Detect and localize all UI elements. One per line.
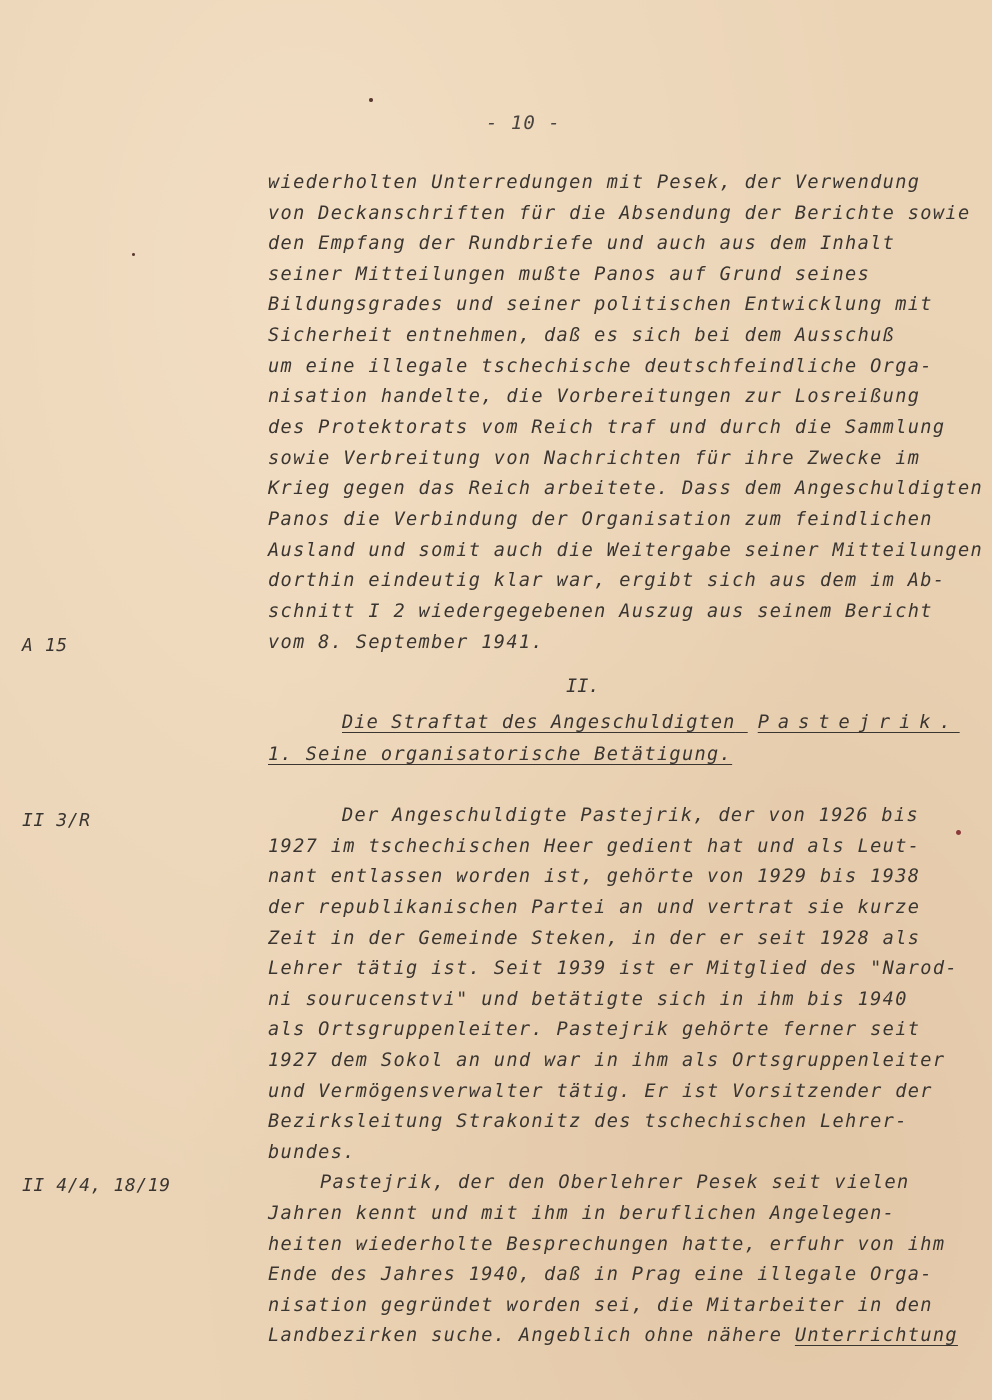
text-line: und Vermögensverwalter tätig. Er ist Vorsitzender der (268, 1081, 933, 1102)
text-line: Lehrer tätig ist. Seit 1939 ist er Mitglied des "Narod- (268, 958, 958, 979)
text-line: vom 8. September 1941. (268, 632, 544, 653)
underlined-word: Unterrichtung (794, 1325, 958, 1346)
subsection-heading: 1. Seine organisatorische Betätigung. (268, 744, 733, 765)
text-line: Bezirksleitung Strakonitz des tschechischen Lehrer- (268, 1111, 908, 1132)
text-line (268, 1325, 958, 1346)
text-line: der republikanischen Partei an und vertrat sie kurze (268, 897, 921, 918)
text-line: Pastejrik, der den Oberlehrer Pesek seit vielen (320, 1172, 910, 1193)
text-line: 1927 dem Sokol an und war in ihm als Ortsgruppenleiter (268, 1050, 946, 1071)
margin-note: II 3/R (22, 810, 91, 831)
text-line: Ausland und somit auch die Weitergabe seiner Mitteilungen (268, 540, 984, 561)
text-line: seiner Mitteilungen mußte Panos auf Grund seines (268, 264, 871, 285)
text-line: 1927 im tschechischen Heer gedient hat und als Leut- (268, 836, 921, 857)
text-line: wiederholten Unterredungen mit Pesek, der Verwendung (268, 172, 921, 193)
text-line: den Empfang der Rundbriefe und auch aus dem Inhalt (268, 233, 896, 254)
page-number: - 10 - (486, 112, 561, 134)
text-line: bundes. (268, 1142, 356, 1163)
text-line: sowie Verbreitung von Nachrichten für ihre Zwecke im (268, 448, 921, 469)
ink-spot (132, 253, 135, 256)
text-fragment: Landbezirken suche. Angeblich ohne nähere (268, 1325, 783, 1346)
text-line: Ende des Jahres 1940, daß in Prag eine illegale Orga- (268, 1264, 933, 1285)
ink-spot (369, 98, 373, 102)
ink-spot (956, 830, 961, 835)
text-line: Krieg gegen das Reich arbeitete. Dass dem Angeschuldigten (268, 478, 984, 499)
text-line: schnitt I 2 wiedergegebenen Auszug aus seinem Bericht (268, 601, 933, 622)
text-line: Panos die Verbindung der Organisation zum feindlichen (268, 509, 933, 530)
text-line: Zeit in der Gemeinde Steken, in der er seit 1928 als (268, 928, 921, 949)
margin-note: II 4/4, 18/19 (22, 1175, 171, 1196)
section-title (342, 712, 960, 733)
text-line: Sicherheit entnehmen, daß es sich bei dem Ausschuß (268, 325, 896, 346)
text-line: Der Angeschuldigte Pastejrik, der von 1926 bis (342, 805, 920, 826)
text-line: Bildungsgrades und seiner politischen Entwicklung mit (268, 294, 933, 315)
section-numeral: II. (566, 676, 600, 697)
text-line: von Deckanschriften für die Absendung der Berichte sowie (268, 203, 971, 224)
section-title-prefix: Die Straftat des Angeschuldigten (342, 712, 736, 733)
text-line: um eine illegale tschechische deutschfeindliche Orga- (268, 356, 933, 377)
margin-note: A 15 (22, 635, 68, 656)
text-line: nisation handelte, die Vorbereitungen zur Losreißung (268, 386, 921, 407)
text-line: des Protektorats vom Reich traf und durch die Sammlung (268, 417, 946, 438)
text-line: dorthin eindeutig klar war, ergibt sich aus dem im Ab- (268, 570, 946, 591)
text-line: nant entlassen worden ist, gehörte von 1929 bis 1938 (268, 866, 921, 887)
text-line: ni sourucenstvi" und betätigte sich in ihm bis 1940 (268, 989, 908, 1010)
text-line: als Ortsgruppenleiter. Pastejrik gehörte ferner seit (268, 1019, 921, 1040)
section-title-name: Pastejrik. (757, 712, 960, 733)
text-line: nisation gegründet worden sei, die Mitarbeiter in den (268, 1295, 933, 1316)
text-line: heiten wiederholte Besprechungen hatte, erfuhr von ihm (268, 1234, 946, 1255)
text-line: Jahren kennt und mit ihm in beruflichen Angelegen- (268, 1203, 896, 1224)
